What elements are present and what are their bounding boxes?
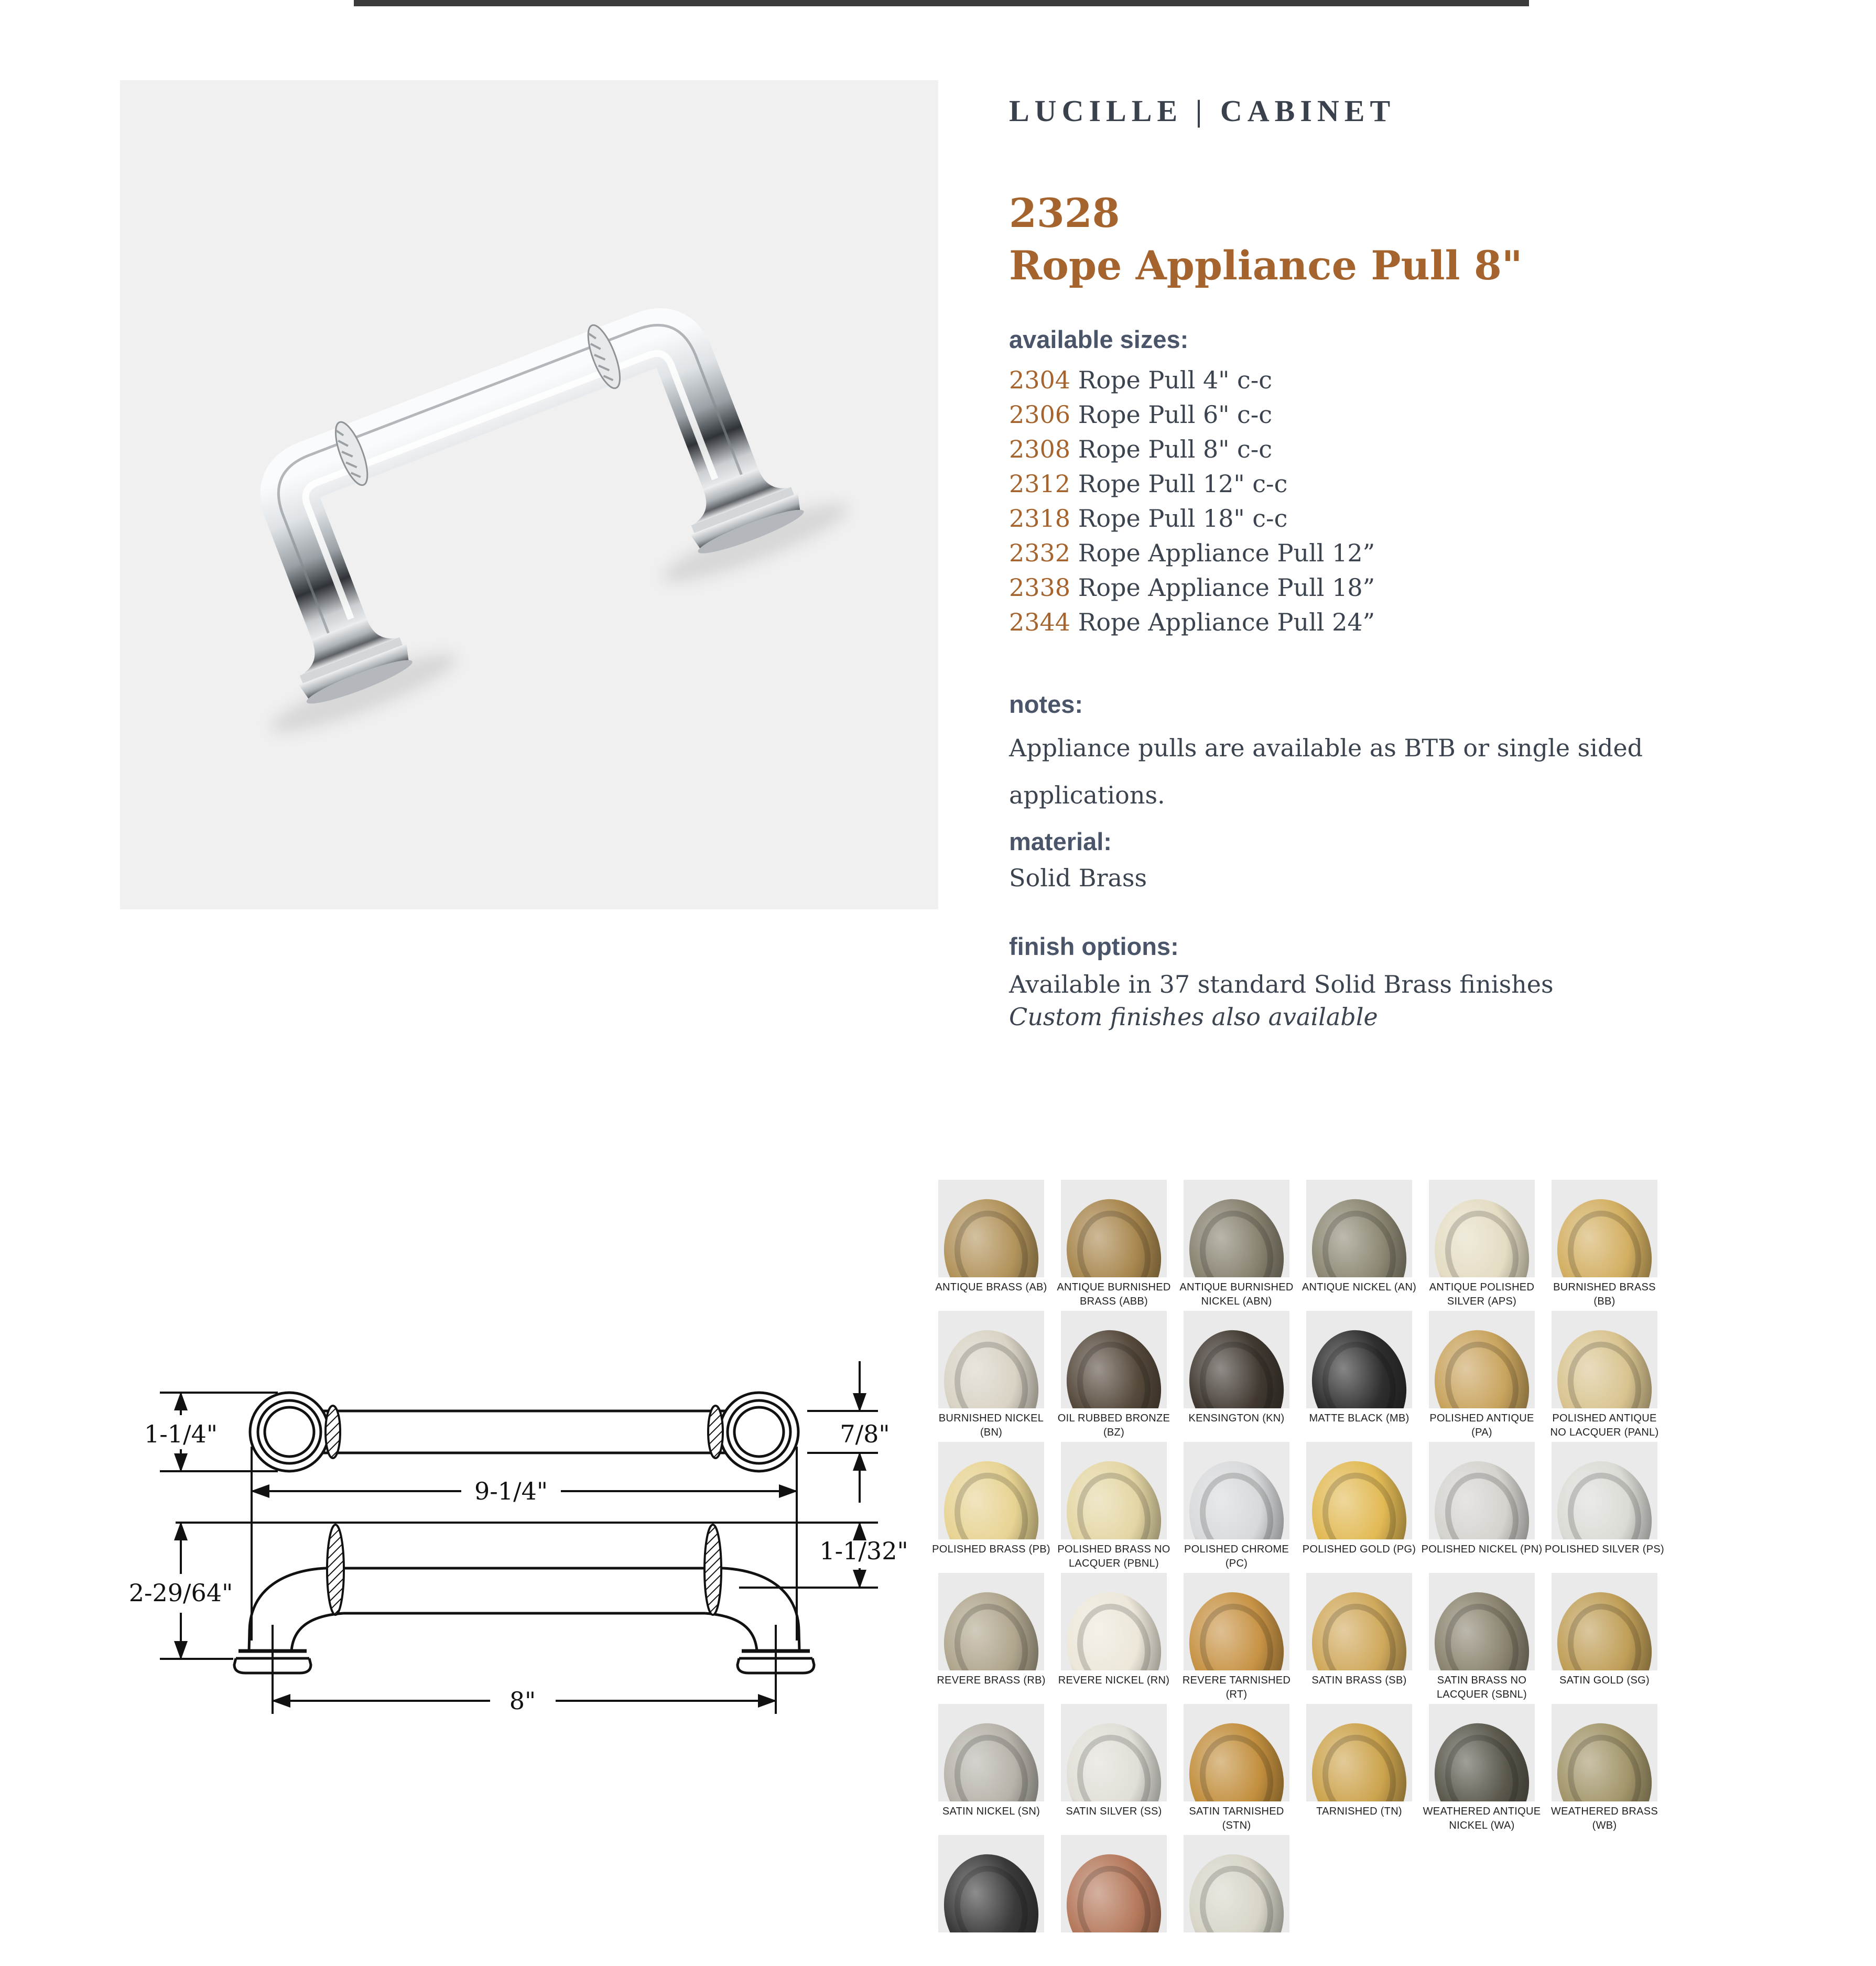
finish-swatch: [1179, 1180, 1294, 1311]
finish-swatch: [1306, 1573, 1412, 1704]
knob-image: [1306, 1582, 1412, 1670]
knob-rim: [1068, 1727, 1160, 1801]
knob-image: [1552, 1189, 1657, 1277]
size-name: Rope Appliance Pull 24”: [1070, 608, 1375, 636]
dim-projection: 1-1/32": [819, 1537, 908, 1565]
finish-label: POLISHED BRASS (PB): [932, 1544, 1050, 1555]
dim-overall-height: 2-29/64": [128, 1579, 233, 1607]
knob-rim: [1436, 1465, 1528, 1539]
finish-label: OIL RUBBED BRONZE (BZ): [1057, 1413, 1170, 1438]
knob-rim: [1314, 1334, 1405, 1408]
knob-rim: [1191, 1727, 1283, 1801]
finish-swatch-photo: [1306, 1573, 1412, 1670]
finish-options-label: finish options:: [1009, 932, 1179, 960]
finish-swatch: [938, 1311, 1044, 1442]
knob-rim: [1559, 1203, 1651, 1277]
finish-label: ANTIQUE BRASS (AB): [935, 1281, 1047, 1293]
finish-swatch-photo: [1184, 1180, 1289, 1277]
finish-swatch: [1552, 1704, 1657, 1835]
size-row: [1009, 363, 1722, 397]
finish-swatch-photo: [1184, 1704, 1289, 1801]
finish-swatch-photo: [1306, 1704, 1412, 1801]
finish-swatch-photo: [938, 1573, 1044, 1670]
knob-rim: [1068, 1203, 1160, 1277]
available-sizes-list: [1009, 363, 1722, 639]
finish-label: POLISHED CHROME (PC): [1184, 1544, 1289, 1569]
size-name: Rope Pull 12" c-c: [1070, 470, 1288, 498]
finish-swatch: [1421, 1442, 1543, 1573]
knob-rim: [1559, 1334, 1651, 1408]
finish-label: MATTE BLACK (MB): [1309, 1413, 1409, 1424]
finish-swatch-photo: [938, 1835, 1044, 1932]
finish-swatch-photo: [1184, 1573, 1289, 1670]
size-name: Rope Pull 18" c-c: [1070, 504, 1288, 533]
dimension-drawing: [121, 1342, 923, 1730]
material-label: material:: [1009, 828, 1112, 855]
finish-swatch: [1061, 1704, 1167, 1835]
finish-swatch: [1545, 1442, 1664, 1573]
knob-image: [938, 1189, 1044, 1277]
knob-image: [1552, 1320, 1657, 1408]
finish-swatch-photo: [938, 1311, 1044, 1408]
knob-rim: [1191, 1858, 1283, 1932]
finish-swatch-grid: [932, 1180, 1674, 1966]
finish-swatch: [1184, 1442, 1289, 1573]
finish-label: SATIN SILVER (SS): [1066, 1806, 1162, 1817]
finish-swatch: [1429, 1180, 1535, 1311]
finish-swatch-photo: [1061, 1442, 1167, 1539]
finish-label: POLISHED ANTIQUE (PA): [1429, 1413, 1534, 1438]
product-sku: 2328: [1009, 190, 1120, 236]
finish-swatch: [1184, 1573, 1289, 1704]
finish-label: POLISHED SILVER (PS): [1545, 1544, 1664, 1555]
finish-swatch-partial: [1184, 1835, 1289, 1966]
knob-rim: [1191, 1334, 1283, 1408]
finish-swatch-photo: [1552, 1442, 1657, 1539]
size-row: [1009, 605, 1722, 639]
finish-swatch-photo: [938, 1180, 1044, 1277]
knob-image: [1429, 1320, 1535, 1408]
finish-label: ANTIQUE NICKEL (AN): [1302, 1281, 1417, 1293]
finish-swatch: [1429, 1573, 1535, 1704]
finish-label: POLISHED GOLD (PG): [1302, 1544, 1416, 1555]
profile-view: [234, 1525, 814, 1673]
finish-swatch: [938, 1704, 1044, 1835]
dim-bar-diameter: 7/8": [840, 1420, 890, 1448]
knob-rim: [1314, 1465, 1405, 1539]
size-sku: 2338: [1009, 573, 1071, 602]
finish-swatch-photo: [1306, 1442, 1412, 1539]
knob-image: [1061, 1582, 1167, 1670]
finish-swatch: [1302, 1180, 1417, 1311]
finish-swatch: [1057, 1311, 1170, 1442]
size-sku: 2344: [1009, 608, 1071, 636]
size-sku: 2312: [1009, 470, 1071, 498]
product-name: Rope Appliance Pull 8": [1009, 242, 1523, 289]
finish-options-note: Custom finishes also available: [1009, 1003, 1378, 1031]
knob-image: [1184, 1189, 1289, 1277]
size-name: Rope Pull 4" c-c: [1070, 366, 1273, 394]
knob-image: [1306, 1713, 1412, 1801]
knob-rim: [1436, 1727, 1528, 1801]
knob-image: [1306, 1189, 1412, 1277]
knob-image: [1184, 1713, 1289, 1801]
finish-swatch: [1057, 1442, 1170, 1573]
knob-image: [1061, 1451, 1167, 1539]
finish-swatch-photo: [1552, 1573, 1657, 1670]
finish-swatch-partial: [938, 1835, 1044, 1966]
finish-label: SATIN NICKEL (SN): [942, 1806, 1040, 1817]
size-name: Rope Pull 6" c-c: [1070, 400, 1273, 429]
finish-swatch: [1184, 1311, 1289, 1442]
knob-rim: [1436, 1334, 1528, 1408]
knob-image: [1429, 1189, 1535, 1277]
knob-rim: [946, 1858, 1037, 1932]
finish-swatch-photo: [1184, 1442, 1289, 1539]
knob-image: [1429, 1582, 1535, 1670]
finish-label: REVERE BRASS (RB): [937, 1675, 1046, 1686]
knob-rim: [1314, 1727, 1405, 1801]
size-row: [1009, 397, 1722, 432]
finish-swatch-photo: [1552, 1704, 1657, 1801]
finish-swatch-photo: [1306, 1180, 1412, 1277]
knob-image: [938, 1582, 1044, 1670]
finish-swatch: [935, 1180, 1047, 1311]
size-row: [1009, 570, 1722, 605]
finish-swatch-photo: [1061, 1573, 1167, 1670]
finish-swatch: [1423, 1704, 1541, 1835]
finish-swatch: [1306, 1704, 1412, 1835]
finish-label: POLISHED NICKEL (PN): [1421, 1544, 1543, 1555]
finish-label: REVERE TARNISHED (RT): [1182, 1675, 1291, 1700]
finish-label: TARNISHED (TN): [1316, 1806, 1402, 1817]
knob-rim: [1068, 1334, 1160, 1408]
finish-label: POLISHED BRASS NO LACQUER (PBNL): [1057, 1544, 1170, 1569]
finish-label: POLISHED ANTIQUE NO LACQUER (PANL): [1550, 1413, 1659, 1438]
finish-swatch-photo: [1429, 1180, 1535, 1277]
rope-pull-photo-illustration: [120, 80, 938, 909]
finish-label: SATIN GOLD (SG): [1559, 1675, 1650, 1686]
knob-image: [1552, 1451, 1657, 1539]
knob-image: [1061, 1713, 1167, 1801]
finish-swatch-photo: [1429, 1573, 1535, 1670]
finish-swatch-photo: [938, 1704, 1044, 1801]
finish-label: SATIN TARNISHED (STN): [1189, 1806, 1284, 1831]
finish-swatch: [932, 1442, 1050, 1573]
knob-rim: [1559, 1465, 1651, 1539]
finish-swatch-photo: [1061, 1180, 1167, 1277]
top-accent-bar: [354, 0, 1529, 6]
finish-swatch-photo: [1184, 1835, 1289, 1932]
knob-image: [1061, 1844, 1167, 1932]
finish-options-text: Available in 37 standard Solid Brass finishes: [1009, 970, 1554, 998]
finish-swatch-photo: [1184, 1311, 1289, 1408]
knob-image: [938, 1320, 1044, 1408]
knob-rim: [1559, 1727, 1651, 1801]
finish-swatch-photo: [1061, 1311, 1167, 1408]
dim-center-to-center: 8": [509, 1687, 536, 1715]
knob-image: [1429, 1451, 1535, 1539]
finish-swatch-partial: [1061, 1835, 1167, 1966]
knob-image: [938, 1451, 1044, 1539]
knob-rim: [1559, 1596, 1651, 1670]
dim-overall-length: 9-1/4": [474, 1477, 548, 1505]
knob-image: [1061, 1189, 1167, 1277]
finish-label: REVERE NICKEL (RN): [1058, 1675, 1170, 1686]
finish-label: ANTIQUE BURNISHED BRASS (ABB): [1057, 1281, 1171, 1307]
knob-image: [1061, 1320, 1167, 1408]
knob-image: [1184, 1451, 1289, 1539]
knob-image: [1184, 1844, 1289, 1932]
knob-image: [938, 1713, 1044, 1801]
knob-rim: [946, 1203, 1037, 1277]
knob-rim: [1068, 1858, 1160, 1932]
finish-swatch: [1552, 1180, 1657, 1311]
size-sku: 2304: [1009, 366, 1071, 394]
finish-swatch: [1552, 1573, 1657, 1704]
available-sizes-label: available sizes:: [1009, 325, 1189, 353]
finish-label: ANTIQUE BURNISHED NICKEL (ABN): [1179, 1281, 1294, 1307]
finish-swatch-photo: [1552, 1311, 1657, 1408]
finish-swatch-photo: [1306, 1311, 1412, 1408]
knob-image: [1184, 1582, 1289, 1670]
notes-label: notes:: [1009, 690, 1083, 718]
top-view: [250, 1393, 798, 1471]
knob-image: [1306, 1451, 1412, 1539]
finish-label: SATIN BRASS NO LACQUER (SBNL): [1436, 1675, 1527, 1700]
size-sku: 2332: [1009, 539, 1071, 567]
product-photo: [120, 80, 938, 909]
knob-rim: [1436, 1596, 1528, 1670]
finish-swatch: [1058, 1573, 1170, 1704]
finish-swatch: [1306, 1311, 1412, 1442]
finish-swatch: [1429, 1311, 1535, 1442]
finish-swatch: [938, 1573, 1044, 1704]
finish-swatch-photo: [1429, 1704, 1535, 1801]
size-name: Rope Appliance Pull 12”: [1070, 539, 1375, 567]
size-row: [1009, 536, 1722, 570]
size-name: Rope Appliance Pull 18”: [1070, 573, 1375, 602]
size-name: Rope Pull 8" c-c: [1070, 435, 1273, 463]
knob-image: [1552, 1582, 1657, 1670]
finish-swatch: [1552, 1311, 1657, 1442]
knob-rim: [1068, 1465, 1160, 1539]
finish-swatch-photo: [1552, 1180, 1657, 1277]
material-text: Solid Brass: [1009, 864, 1147, 892]
dim-end-cap-height: 1-1/4": [144, 1420, 218, 1448]
finish-swatch: [1057, 1180, 1171, 1311]
brand-collection-title: LUCILLE | CABINET: [1009, 94, 1396, 128]
finish-swatch-photo: [938, 1442, 1044, 1539]
size-sku: 2306: [1009, 400, 1071, 429]
finish-swatch-photo: [1429, 1311, 1535, 1408]
finish-label: SATIN BRASS (SB): [1311, 1675, 1407, 1686]
knob-rim: [1191, 1203, 1283, 1277]
finish-label: BURNISHED NICKEL (BN): [938, 1413, 1044, 1438]
size-row: [1009, 432, 1722, 466]
finish-label: WEATHERED BRASS (WB): [1550, 1806, 1658, 1831]
finish-label: KENSINGTON (KN): [1188, 1413, 1285, 1424]
knob-image: [1429, 1713, 1535, 1801]
finish-label: WEATHERED ANTIQUE NICKEL (WA): [1423, 1806, 1541, 1831]
finish-label: ANTIQUE POLISHED SILVER (APS): [1429, 1281, 1535, 1307]
knob-rim: [946, 1465, 1037, 1539]
knob-rim: [946, 1727, 1037, 1801]
knob-rim: [1191, 1465, 1283, 1539]
finish-label: BURNISHED BRASS (BB): [1553, 1281, 1656, 1307]
knob-image: [1552, 1713, 1657, 1801]
finish-swatch-photo: [1061, 1835, 1167, 1932]
knob-image: [1306, 1320, 1412, 1408]
size-sku: 2308: [1009, 435, 1071, 463]
knob-rim: [1068, 1596, 1160, 1670]
finish-swatch: [1302, 1442, 1416, 1573]
finish-swatch-photo: [1429, 1442, 1535, 1539]
size-row: [1009, 501, 1722, 536]
knob-rim: [1314, 1596, 1405, 1670]
size-row: [1009, 466, 1722, 501]
size-sku: 2318: [1009, 504, 1071, 533]
knob-rim: [946, 1596, 1037, 1670]
notes-text: Appliance pulls are available as BTB or single sided applications.: [1009, 734, 1643, 809]
knob-rim: [1436, 1203, 1528, 1277]
knob-rim: [946, 1334, 1037, 1408]
finish-swatch-photo: [1061, 1704, 1167, 1801]
knob-image: [1184, 1320, 1289, 1408]
finish-swatch: [1184, 1704, 1289, 1835]
knob-image: [938, 1844, 1044, 1932]
knob-rim: [1314, 1203, 1405, 1277]
knob-rim: [1191, 1596, 1283, 1670]
